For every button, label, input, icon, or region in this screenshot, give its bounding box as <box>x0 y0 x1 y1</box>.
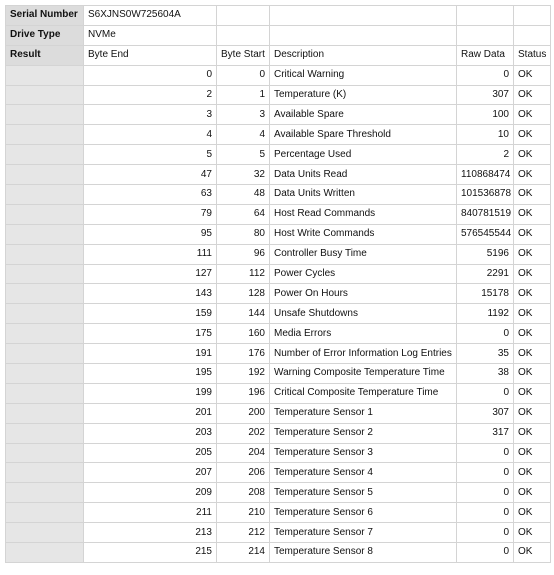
description-cell: Power On Hours <box>270 284 457 304</box>
raw-data-cell: 1192 <box>457 304 514 324</box>
empty-cell <box>514 25 551 45</box>
column-header-result: Result <box>6 45 84 65</box>
table-row[interactable] <box>6 264 551 284</box>
status-cell: OK <box>514 244 551 264</box>
table-row[interactable] <box>6 244 551 264</box>
byte-start-cell: 0 <box>217 65 270 85</box>
raw-data-cell: 101536878 <box>457 185 514 205</box>
table-row[interactable] <box>6 364 551 384</box>
raw-data-cell: 2 <box>457 145 514 165</box>
serial-number-row <box>6 6 551 26</box>
empty-cell <box>217 6 270 26</box>
byte-start-cell: 160 <box>217 324 270 344</box>
result-cell <box>6 85 84 105</box>
result-cell <box>6 543 84 563</box>
status-cell: OK <box>514 443 551 463</box>
serial-number-value[interactable]: S6XJNS0W725604A <box>84 6 217 26</box>
byte-start-cell: 210 <box>217 503 270 523</box>
table-row[interactable] <box>6 85 551 105</box>
table-row[interactable] <box>6 523 551 543</box>
raw-data-cell: 576545544 <box>457 224 514 244</box>
byte-end-cell: 209 <box>84 483 217 503</box>
result-cell <box>6 503 84 523</box>
table-row[interactable] <box>6 324 551 344</box>
raw-data-cell: 0 <box>457 383 514 403</box>
table-row[interactable] <box>6 105 551 125</box>
raw-data-cell: 2291 <box>457 264 514 284</box>
raw-data-cell: 0 <box>457 443 514 463</box>
byte-start-cell: 64 <box>217 204 270 224</box>
byte-end-cell: 95 <box>84 224 217 244</box>
raw-data-cell: 0 <box>457 324 514 344</box>
status-cell: OK <box>514 364 551 384</box>
status-cell: OK <box>514 85 551 105</box>
byte-start-cell: 208 <box>217 483 270 503</box>
status-cell: OK <box>514 125 551 145</box>
byte-end-cell: 211 <box>84 503 217 523</box>
column-header-description[interactable]: Description <box>270 45 457 65</box>
table-row[interactable] <box>6 125 551 145</box>
byte-start-cell: 4 <box>217 125 270 145</box>
table-row[interactable] <box>6 344 551 364</box>
column-header-byte-end[interactable]: Byte End <box>84 45 217 65</box>
result-cell <box>6 145 84 165</box>
description-cell: Temperature Sensor 8 <box>270 543 457 563</box>
description-cell: Number of Error Information Log Entries <box>270 344 457 364</box>
description-cell: Temperature (K) <box>270 85 457 105</box>
byte-end-cell: 213 <box>84 523 217 543</box>
byte-end-cell: 205 <box>84 443 217 463</box>
description-cell: Data Units Read <box>270 165 457 185</box>
raw-data-cell: 35 <box>457 344 514 364</box>
empty-cell <box>457 25 514 45</box>
status-cell: OK <box>514 463 551 483</box>
byte-end-cell: 203 <box>84 423 217 443</box>
table-row[interactable] <box>6 165 551 185</box>
column-header-byte-start[interactable]: Byte Start <box>217 45 270 65</box>
byte-end-cell: 5 <box>84 145 217 165</box>
serial-number-label: Serial Number <box>6 6 84 26</box>
raw-data-cell: 0 <box>457 463 514 483</box>
description-cell: Host Read Commands <box>270 204 457 224</box>
status-cell: OK <box>514 264 551 284</box>
status-cell: OK <box>514 503 551 523</box>
byte-start-cell: 204 <box>217 443 270 463</box>
table-row[interactable] <box>6 543 551 563</box>
description-cell: Available Spare <box>270 105 457 125</box>
byte-end-cell: 207 <box>84 463 217 483</box>
result-cell <box>6 165 84 185</box>
description-cell: Critical Composite Temperature Time <box>270 383 457 403</box>
status-cell: OK <box>514 523 551 543</box>
description-cell: Data Units Written <box>270 185 457 205</box>
result-cell <box>6 324 84 344</box>
byte-start-cell: 3 <box>217 105 270 125</box>
table-row[interactable] <box>6 423 551 443</box>
byte-end-cell: 159 <box>84 304 217 324</box>
byte-start-cell: 32 <box>217 165 270 185</box>
status-cell: OK <box>514 145 551 165</box>
description-cell: Host Write Commands <box>270 224 457 244</box>
description-cell: Percentage Used <box>270 145 457 165</box>
description-cell: Available Spare Threshold <box>270 125 457 145</box>
description-cell: Controller Busy Time <box>270 244 457 264</box>
byte-start-cell: 202 <box>217 423 270 443</box>
empty-cell <box>457 6 514 26</box>
raw-data-cell: 0 <box>457 523 514 543</box>
empty-cell <box>270 6 457 26</box>
status-cell: OK <box>514 383 551 403</box>
description-cell: Temperature Sensor 4 <box>270 463 457 483</box>
raw-data-cell: 0 <box>457 65 514 85</box>
result-cell <box>6 383 84 403</box>
drive-type-value[interactable]: NVMe <box>84 25 217 45</box>
table-row[interactable] <box>6 145 551 165</box>
byte-start-cell: 144 <box>217 304 270 324</box>
result-cell <box>6 244 84 264</box>
raw-data-cell: 307 <box>457 403 514 423</box>
byte-start-cell: 112 <box>217 264 270 284</box>
description-cell: Unsafe Shutdowns <box>270 304 457 324</box>
result-cell <box>6 284 84 304</box>
byte-end-cell: 0 <box>84 65 217 85</box>
description-cell: Warning Composite Temperature Time <box>270 364 457 384</box>
byte-start-cell: 80 <box>217 224 270 244</box>
byte-start-cell: 1 <box>217 85 270 105</box>
byte-end-cell: 199 <box>84 383 217 403</box>
byte-start-cell: 214 <box>217 543 270 563</box>
table-row[interactable] <box>6 443 551 463</box>
table-row[interactable] <box>6 65 551 85</box>
drive-type-label: Drive Type <box>6 25 84 45</box>
byte-start-cell: 196 <box>217 383 270 403</box>
byte-end-cell: 175 <box>84 324 217 344</box>
raw-data-cell: 10 <box>457 125 514 145</box>
raw-data-cell: 0 <box>457 503 514 523</box>
empty-cell <box>270 25 457 45</box>
byte-end-cell: 79 <box>84 204 217 224</box>
description-cell: Temperature Sensor 2 <box>270 423 457 443</box>
empty-cell <box>514 6 551 26</box>
table-row[interactable] <box>6 483 551 503</box>
smart-data-table <box>5 5 551 563</box>
status-cell: OK <box>514 324 551 344</box>
description-cell: Temperature Sensor 6 <box>270 503 457 523</box>
result-cell <box>6 364 84 384</box>
status-cell: OK <box>514 204 551 224</box>
table-row[interactable] <box>6 463 551 483</box>
byte-end-cell: 4 <box>84 125 217 145</box>
result-cell <box>6 65 84 85</box>
drive-type-row <box>6 25 551 45</box>
byte-start-cell: 48 <box>217 185 270 205</box>
byte-start-cell: 176 <box>217 344 270 364</box>
result-cell <box>6 523 84 543</box>
byte-start-cell: 5 <box>217 145 270 165</box>
raw-data-cell: 840781519 <box>457 204 514 224</box>
status-cell: OK <box>514 344 551 364</box>
byte-end-cell: 63 <box>84 185 217 205</box>
byte-start-cell: 206 <box>217 463 270 483</box>
result-cell <box>6 423 84 443</box>
status-cell: OK <box>514 483 551 503</box>
description-cell: Power Cycles <box>270 264 457 284</box>
byte-end-cell: 47 <box>84 165 217 185</box>
column-header-raw-data[interactable]: Raw Data <box>457 45 514 65</box>
raw-data-cell: 5196 <box>457 244 514 264</box>
result-cell <box>6 264 84 284</box>
header-row <box>6 45 551 65</box>
raw-data-cell: 100 <box>457 105 514 125</box>
raw-data-cell: 15178 <box>457 284 514 304</box>
description-cell: Temperature Sensor 5 <box>270 483 457 503</box>
byte-end-cell: 143 <box>84 284 217 304</box>
byte-end-cell: 201 <box>84 403 217 423</box>
result-cell <box>6 304 84 324</box>
description-cell: Temperature Sensor 7 <box>270 523 457 543</box>
byte-start-cell: 200 <box>217 403 270 423</box>
description-cell: Temperature Sensor 3 <box>270 443 457 463</box>
raw-data-cell: 0 <box>457 483 514 503</box>
raw-data-cell: 307 <box>457 85 514 105</box>
description-cell: Temperature Sensor 1 <box>270 403 457 423</box>
table-row[interactable] <box>6 204 551 224</box>
column-header-status[interactable]: Status <box>514 45 551 65</box>
result-cell <box>6 483 84 503</box>
status-cell: OK <box>514 304 551 324</box>
byte-end-cell: 3 <box>84 105 217 125</box>
empty-cell <box>217 25 270 45</box>
description-cell: Media Errors <box>270 324 457 344</box>
byte-end-cell: 191 <box>84 344 217 364</box>
table-row[interactable] <box>6 224 551 244</box>
byte-start-cell: 212 <box>217 523 270 543</box>
status-cell: OK <box>514 165 551 185</box>
result-cell <box>6 204 84 224</box>
table-row[interactable] <box>6 383 551 403</box>
status-cell: OK <box>514 403 551 423</box>
result-cell <box>6 443 84 463</box>
raw-data-cell: 317 <box>457 423 514 443</box>
result-cell <box>6 185 84 205</box>
status-cell: OK <box>514 543 551 563</box>
byte-start-cell: 96 <box>217 244 270 264</box>
result-cell <box>6 403 84 423</box>
table-row[interactable] <box>6 403 551 423</box>
table-row[interactable] <box>6 304 551 324</box>
raw-data-cell: 38 <box>457 364 514 384</box>
status-cell: OK <box>514 224 551 244</box>
status-cell: OK <box>514 185 551 205</box>
table-row[interactable] <box>6 503 551 523</box>
status-cell: OK <box>514 65 551 85</box>
byte-start-cell: 192 <box>217 364 270 384</box>
status-cell: OK <box>514 284 551 304</box>
byte-end-cell: 2 <box>84 85 217 105</box>
result-cell <box>6 463 84 483</box>
byte-end-cell: 195 <box>84 364 217 384</box>
raw-data-cell: 110868474 <box>457 165 514 185</box>
byte-start-cell: 128 <box>217 284 270 304</box>
result-cell <box>6 105 84 125</box>
table-row[interactable] <box>6 284 551 304</box>
byte-end-cell: 127 <box>84 264 217 284</box>
result-cell <box>6 125 84 145</box>
description-cell: Critical Warning <box>270 65 457 85</box>
byte-end-cell: 215 <box>84 543 217 563</box>
status-cell: OK <box>514 105 551 125</box>
byte-end-cell: 111 <box>84 244 217 264</box>
result-cell <box>6 344 84 364</box>
raw-data-cell: 0 <box>457 543 514 563</box>
result-cell <box>6 224 84 244</box>
table-row[interactable] <box>6 185 551 205</box>
status-cell: OK <box>514 423 551 443</box>
